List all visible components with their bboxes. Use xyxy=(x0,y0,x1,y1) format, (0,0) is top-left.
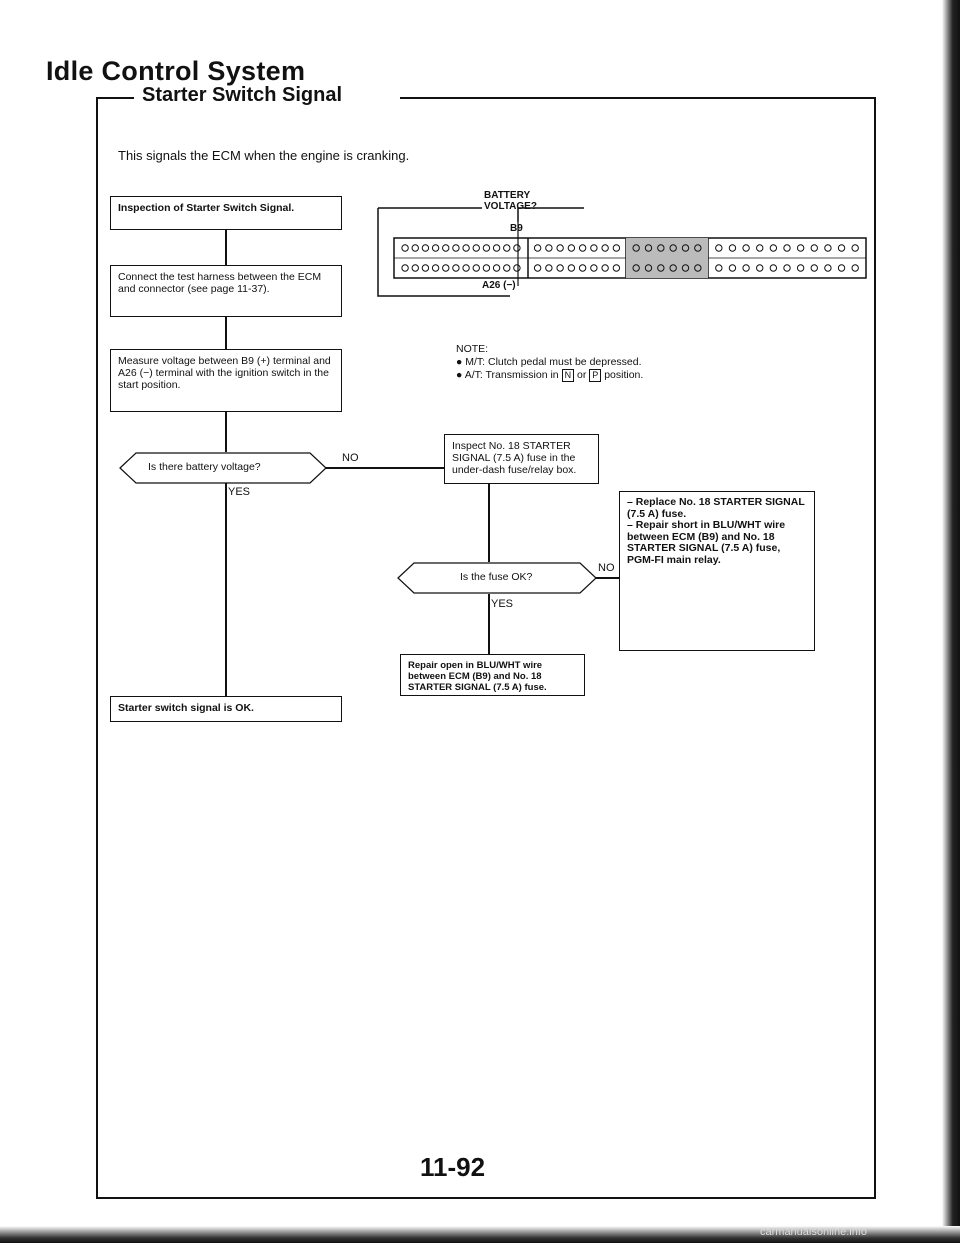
connector-pin xyxy=(473,245,479,251)
connector-pin xyxy=(422,265,428,271)
connector-pin xyxy=(797,265,803,271)
pin-a26-label: A26 (−) xyxy=(482,280,516,291)
connector-pin xyxy=(568,245,574,251)
connector-pin xyxy=(613,245,619,251)
connector-pin xyxy=(504,265,510,271)
connector-pin xyxy=(770,245,776,251)
connector-pin xyxy=(811,265,817,271)
pin-b9-label: B9 xyxy=(510,223,523,234)
connector-pin xyxy=(473,265,479,271)
connector-pin xyxy=(453,265,459,271)
connector-pin xyxy=(602,265,608,271)
connector-pin xyxy=(729,245,735,251)
connector-pin xyxy=(534,265,540,271)
note-heading: NOTE: xyxy=(456,343,489,355)
connector-pin xyxy=(743,245,749,251)
decision-battery-voltage-text: Is there battery voltage? xyxy=(148,461,261,473)
no-label: NO xyxy=(342,452,359,464)
connector-pin xyxy=(483,265,489,271)
yes-label: YES xyxy=(228,486,251,498)
connector-pin xyxy=(784,245,790,251)
connector-pin xyxy=(579,265,585,271)
flow-connector xyxy=(225,230,227,265)
step-inspect-fuse: Inspect No. 18 STARTER SIGNAL (7.5 A) fuse in the under-dash fuse/relay box. xyxy=(444,434,599,484)
flow-connector xyxy=(324,467,444,469)
connector-pin xyxy=(546,245,552,251)
scan-edge xyxy=(942,0,960,1243)
connector-pin xyxy=(514,245,520,251)
connector-pin xyxy=(557,245,563,251)
flow-connector xyxy=(225,412,227,452)
connector-pin xyxy=(591,245,597,251)
connector-pin xyxy=(493,245,499,251)
decision-fuse-ok-text: Is the fuse OK? xyxy=(460,571,533,583)
connector-pin xyxy=(432,265,438,271)
connector-pin xyxy=(412,245,418,251)
note-line-1: ● M/T: Clutch pedal must be depressed. xyxy=(456,356,642,368)
connector-pin xyxy=(591,265,597,271)
connector-pin xyxy=(770,265,776,271)
key-n: N xyxy=(562,369,575,382)
result-ok: Starter switch signal is OK. xyxy=(110,696,342,722)
connector-pin xyxy=(402,265,408,271)
connector-pin xyxy=(811,245,817,251)
connector-pin xyxy=(443,265,449,271)
no-label: NO xyxy=(598,562,615,574)
intro-text: This signals the ECM when the engine is cranking. xyxy=(118,148,410,163)
flow-connector xyxy=(225,483,227,696)
connector-pin xyxy=(483,245,489,251)
key-p: P xyxy=(589,369,601,382)
step-repair-open: Repair open in BLU/WHT wire between ECM (B9) and No. 18 STARTER SIGNAL (7.5 A) fuse. xyxy=(400,654,585,696)
connector-pin xyxy=(412,265,418,271)
connector-pin xyxy=(743,265,749,271)
step-replace-fuse: – Replace No. 18 STARTER SIGNAL (7.5 A) fuse. – Repair short in BLU/WHT wire between ECM (B9) and No. 18 STARTER SIGNAL (7.5 A) fuse, PGM-FI main relay. xyxy=(619,491,815,651)
connector-pin xyxy=(852,245,858,251)
connector-pin xyxy=(838,265,844,271)
section-rule xyxy=(96,97,134,99)
flow-connector xyxy=(488,594,490,654)
flow-connector xyxy=(225,317,227,349)
connector-pin xyxy=(463,245,469,251)
note-line-2: ● A/T: Transmission in N or P position. xyxy=(456,369,644,381)
connector-pin xyxy=(557,265,563,271)
ecm-connector-diagram xyxy=(370,196,870,308)
connector-pin xyxy=(757,245,763,251)
connector-pin xyxy=(493,265,499,271)
connector-pin xyxy=(716,245,722,251)
frame-border xyxy=(874,97,876,1199)
section-title: Starter Switch Signal xyxy=(142,84,343,106)
connector-pin xyxy=(579,245,585,251)
connector-pin xyxy=(602,245,608,251)
frame-border xyxy=(96,97,98,1199)
connector-pin xyxy=(797,245,803,251)
connector-pin xyxy=(402,245,408,251)
connector-pin xyxy=(568,265,574,271)
yes-label: YES xyxy=(491,598,514,610)
connector-pin xyxy=(825,265,831,271)
connector-pin xyxy=(432,245,438,251)
connector-pin xyxy=(443,245,449,251)
connector-pin xyxy=(534,245,540,251)
connector-pin xyxy=(514,265,520,271)
connector-pin xyxy=(453,245,459,251)
connector-pin xyxy=(546,265,552,271)
connector-pin xyxy=(784,265,790,271)
watermark: carmanualsonline.info xyxy=(760,1226,868,1238)
frame-border xyxy=(96,1197,876,1199)
page-title: Idle Control System xyxy=(46,56,306,86)
connector-pin xyxy=(504,245,510,251)
step-measure-voltage: Measure voltage between B9 (+) terminal and A26 (−) terminal with the ignition switch in the start position. xyxy=(110,349,342,412)
flow-connector xyxy=(488,484,490,562)
connector-pin xyxy=(825,245,831,251)
connector-pin xyxy=(729,265,735,271)
step-connect-harness: Connect the test harness between the ECM and connector (see page 11-37). xyxy=(110,265,342,317)
connector-pin xyxy=(852,265,858,271)
connector-pin xyxy=(757,265,763,271)
notes xyxy=(456,343,643,382)
connector-pin xyxy=(463,265,469,271)
connector-pin xyxy=(422,245,428,251)
step-inspection: Inspection of Starter Switch Signal. xyxy=(110,196,342,230)
connector-pin xyxy=(716,265,722,271)
battery-voltage-label: BATTERY VOLTAGE? xyxy=(484,190,537,212)
connector-pin xyxy=(613,265,619,271)
connector-pin xyxy=(838,245,844,251)
section-rule xyxy=(400,97,876,99)
page-number: 11-92 xyxy=(420,1152,486,1182)
